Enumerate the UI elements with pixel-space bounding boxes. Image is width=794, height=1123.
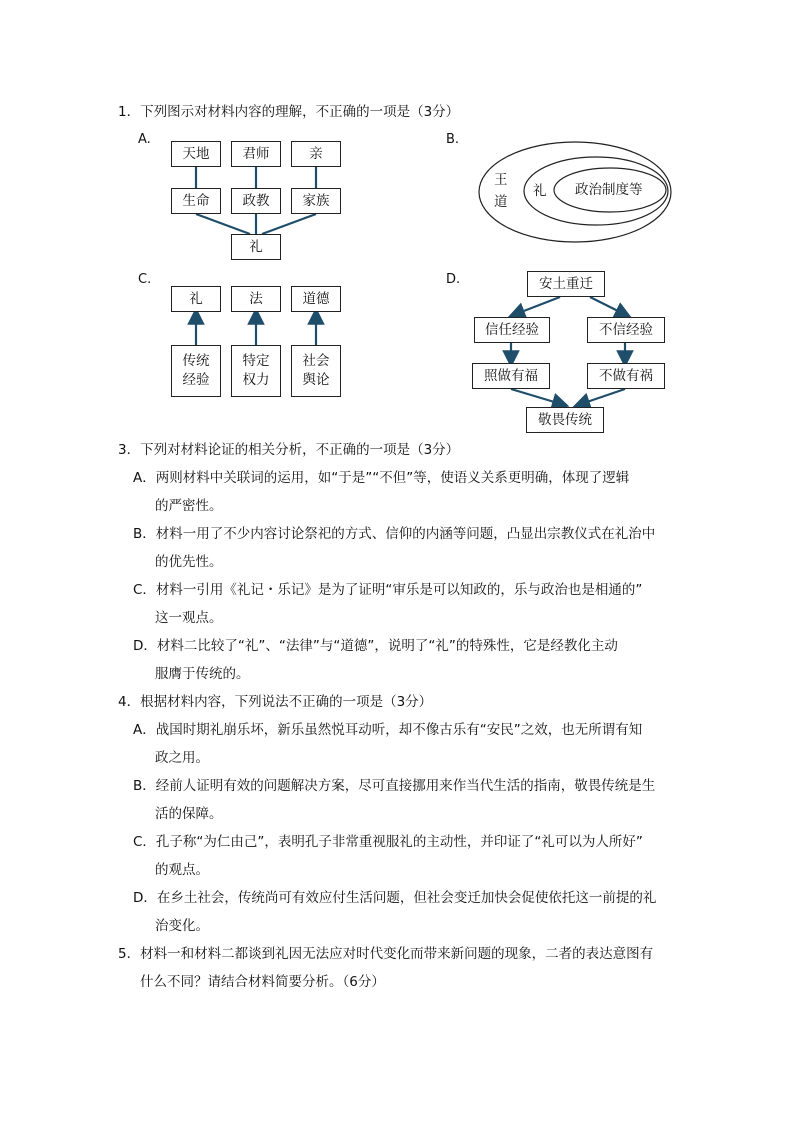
diagram-a-box-li: 礼 xyxy=(231,234,281,260)
diagram-d-box-buxin: 不信经验 xyxy=(587,317,665,343)
q4-option-d-line1: D．在乡土社会，传统尚可有效应付生活问题，但社会变迁加快会促使依托这一前提的礼 xyxy=(133,890,657,906)
q4-option-b-line2: 活的保障。 xyxy=(155,806,223,822)
q3-stem: 3．下列对材料论证的相关分析，不正确的一项是（3分） xyxy=(118,442,460,458)
diagram-d-box-xinren: 信任经验 xyxy=(474,317,550,343)
q1-option-d-label: D. xyxy=(446,272,461,287)
diagram-a-box-qin: 亲 xyxy=(291,141,341,167)
q4-option-d-line2: 治变化。 xyxy=(155,918,209,934)
q4-option-b-line1: B．经前人证明有效的问题解决方案，尽可直接挪用来作当代生活的指南，敬畏传统是生 xyxy=(133,778,656,794)
diagram-b-outer-label-2: 道 xyxy=(494,194,508,210)
diagram-d-box-antu: 安土重迁 xyxy=(527,271,605,297)
q4-option-c-line2: 的观点。 xyxy=(155,862,209,878)
q3-option-a-line1: A．两则材料中关联词的运用，如“于是”“不但”等，使语义关系更明确，体现了逻辑 xyxy=(133,470,630,486)
q3-option-b-line2: 的优先性。 xyxy=(155,554,223,570)
q5-line1: 5．材料一和材料二都谈到礼因无法应对时代变化而带来新问题的现象，二者的表达意图有 xyxy=(118,946,654,962)
q3-option-d-line2: 服膺于传统的。 xyxy=(155,666,250,682)
diagram-c-box-daode: 道德 xyxy=(291,286,341,312)
diagram-d-box-jingwei: 敬畏传统 xyxy=(526,407,604,433)
diagram-c-box-fa: 法 xyxy=(231,286,281,312)
q3-option-c-line2: 这一观点。 xyxy=(155,610,223,626)
q3-option-c-line1: C．材料一引用《礼记・乐记》是为了证明“审乐是可以知政的，乐与政治也是相通的” xyxy=(133,582,643,598)
diagram-a-box-junshi: 君师 xyxy=(231,141,281,167)
q5-line2: 什么不同？请结合材料简要分析。（6分） xyxy=(140,974,385,990)
diagram-b-middle-label: 礼 xyxy=(533,183,547,199)
q4-option-c-line1: C．孔子称“为仁由己”，表明孔子非常重视服礼的主动性，并印证了“礼可以为人所好” xyxy=(133,834,643,850)
diagram-b-inner-label: 政治制度等 xyxy=(575,182,643,198)
q3-option-b-line1: B．材料一用了不少内容讨论祭祀的方式、信仰的内涵等问题，凸显出宗教仪式在礼治中 xyxy=(133,526,656,542)
q1-option-c-label: C. xyxy=(138,272,152,287)
diagram-a-box-tiandi: 天地 xyxy=(171,141,221,167)
diagram-c-box-li: 礼 xyxy=(171,286,221,312)
q3-option-a-line2: 的严密性。 xyxy=(155,498,223,514)
diagram-c-quanli-line1: 特定 xyxy=(242,353,270,369)
q1-option-a-label: A. xyxy=(138,132,151,147)
diagram-a-box-zhengjiao: 政教 xyxy=(231,188,281,214)
q4-option-a-line1: A．战国时期礼崩乐坏，新乐虽然悦耳动听，却不像古乐有“安民”之效，也无所谓有知 xyxy=(133,722,643,738)
diagram-c-chuantong-line2: 经验 xyxy=(182,372,210,388)
diagram-c-chuantong-line1: 传统 xyxy=(182,353,210,369)
diagram-c-quanli-line2: 权力 xyxy=(242,372,270,388)
q4-option-a-line2: 政之用。 xyxy=(155,750,209,766)
diagram-c-yulun-line1: 社会 xyxy=(302,353,330,369)
diagram-a-box-shengming: 生命 xyxy=(171,188,221,214)
diagram-a-box-jiazu: 家族 xyxy=(291,188,341,214)
diagram-d-box-zhaozuo: 照做有福 xyxy=(472,363,550,389)
q1-option-b-label: B. xyxy=(446,132,460,147)
q3-option-d-line1: D．材料二比较了“礼”、“法律”与“道德”，说明了“礼”的特殊性，它是经教化主动 xyxy=(133,638,618,654)
q1-stem: 1．下列图示对材料内容的理解，不正确的一项是（3分） xyxy=(118,104,460,120)
diagram-b-outer-label-1: 王 xyxy=(494,172,508,188)
diagram-c-yulun-line2: 舆论 xyxy=(302,372,330,388)
q4-stem: 4．根据材料内容，下列说法不正确的一项是（3分） xyxy=(118,694,433,710)
diagram-d-box-buzuo: 不做有祸 xyxy=(587,363,665,389)
